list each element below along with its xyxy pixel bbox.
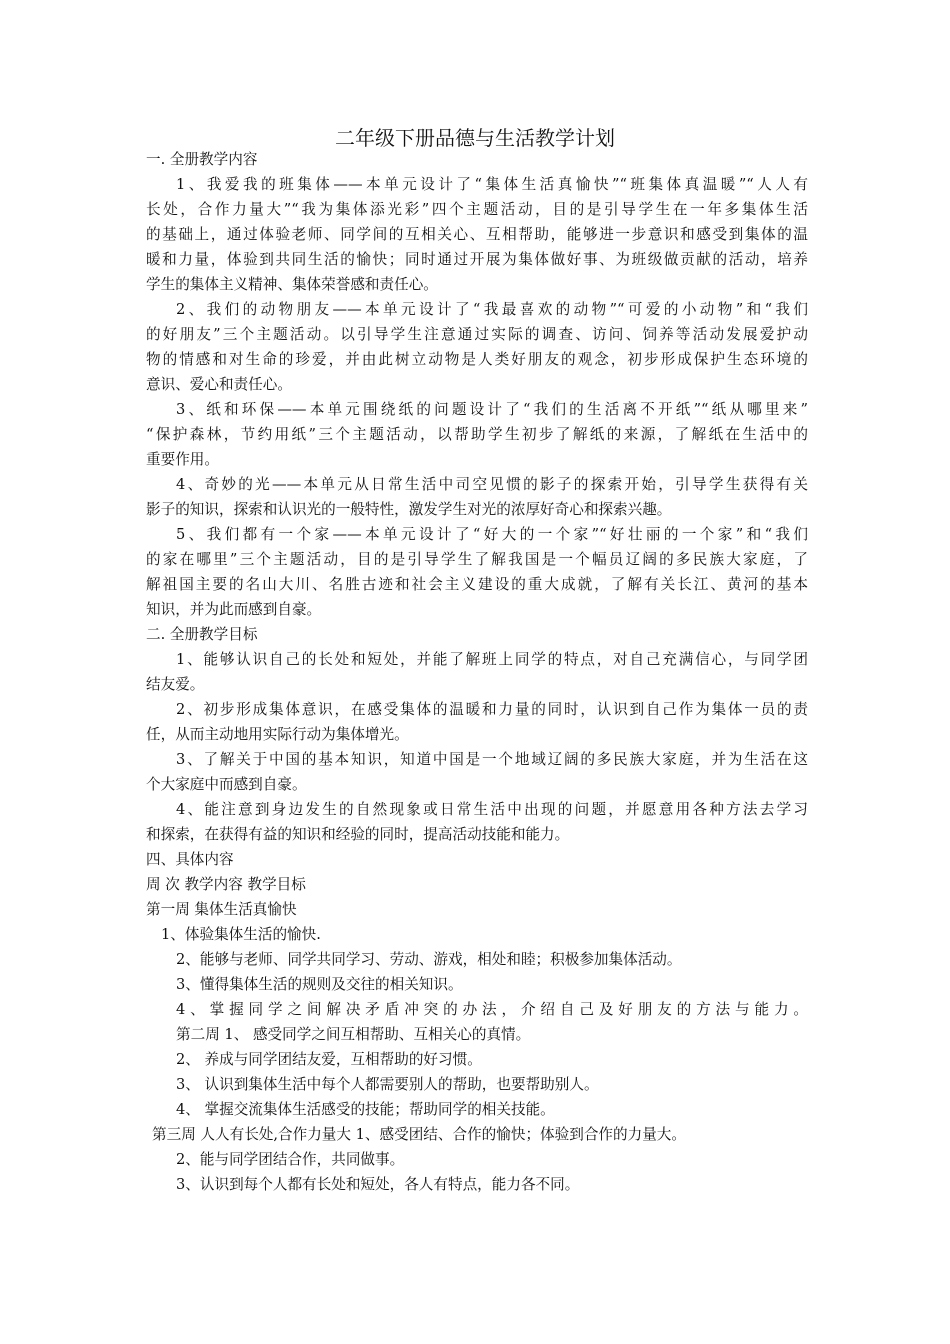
paragraph-line: 4、能注意到身边发生的自然现象或日常生活中出现的问题，并愿意用各种方法去学习 — [176, 801, 808, 818]
paragraph-line: 结友爱。 — [146, 676, 205, 693]
paragraph-line: 暖和力量，体验到共同生活的愉快；同时通过开展为集体做好事、为班级做贡献的活动，培养 — [146, 251, 808, 268]
paragraph-line: 解祖国主要的名山大川、名胜古迹和社会主义建设的重大成就，了解有关长江、黄河的基本 — [146, 576, 808, 593]
goal-line: 1、体验集体生活的愉快. — [161, 926, 321, 943]
paragraph-line: 影子的知识，探索和认识光的一般特性，激发学生对光的浓厚好奇心和探索兴趣。 — [146, 501, 672, 518]
goal-line: 2、能与同学团结合作，共同做事。 — [176, 1151, 405, 1168]
table-header-line: 周 次 教学内容 教学目标 — [146, 876, 306, 893]
goal-line: 2、能够与老师、同学共同学习、劳动、游戏，相处和睦；积极参加集体活动。 — [176, 951, 682, 968]
paragraph-line: 学生的集体主义精神、集体荣誉感和责任心。 — [146, 276, 438, 293]
goal-line: 3、懂得集体生活的规则及交往的相关知识。 — [176, 976, 463, 993]
week-line: 第一周 集体生活真愉快 — [146, 901, 297, 918]
section-heading: 二. 全册教学目标 — [146, 626, 258, 643]
paragraph-line: 3、了解关于中国的基本知识，知道中国是一个地域辽阔的多民族大家庭，并为生活在这 — [176, 751, 808, 768]
paragraph-line: 意识、爱心和责任心。 — [146, 376, 292, 393]
paragraph-line: 物的情感和对生命的珍爱，并由此树立动物是人类好朋友的观念，初步形成保护生态环境的 — [146, 351, 808, 368]
paragraph-line: 知识，并为此而感到自豪。 — [146, 601, 322, 618]
goal-line: 4、 掌握交流集体生活感受的技能；帮助同学的相关技能。 — [176, 1101, 555, 1118]
paragraph-line: 2、初步形成集体意识，在感受集体的温暖和力量的同时，认识到自己作为集体一员的责 — [176, 701, 808, 718]
section-heading: 一. 全册教学内容 — [146, 151, 258, 168]
week-line: 第三周 人人有长处,合作力量大 1、感受团结、合作的愉快；体验到合作的力量大。 — [152, 1126, 686, 1143]
paragraph-line: 1、能够认识自己的长处和短处，并能了解班上同学的特点，对自己充满信心，与同学团 — [176, 651, 808, 668]
goal-line: 4、掌握同学之间解决矛盾冲突的办法，介绍自己及好朋友的方法与能力。 — [176, 1001, 808, 1018]
paragraph-line: 个大家庭中而感到自豪。 — [146, 776, 307, 793]
paragraph-line: 和探索，在获得有益的知识和经验的同时，提高活动技能和能力。 — [146, 826, 570, 843]
paragraph-line: 长处，合作力量大”“我为集体添光彩”四个主题活动，目的是引导学生在一年多集体生活 — [146, 201, 808, 218]
paragraph-line: 任，从而主动地用实际行动为集体增光。 — [146, 726, 409, 743]
paragraph-line: 的好朋友”三个主题活动。以引导学生注意通过实际的调查、访问、饲养等活动发展爱护动 — [146, 326, 808, 343]
goal-line: 2、 养成与同学团结友爱，互相帮助的好习惯。 — [176, 1051, 482, 1068]
document-title: 二年级下册品德与生活教学计划 — [335, 126, 615, 150]
paragraph-line: 的家在哪里”三个主题活动，目的是引导学生了解我国是一个幅员辽阔的多民族大家庭，了 — [146, 551, 808, 568]
goal-line: 3、认识到每个人都有长处和短处，各人有特点，能力各不同。 — [176, 1176, 580, 1193]
paragraph-line: 的基础上，通过体验老师、同学间的互相关心、互相帮助，能够进一步意识和感受到集体的温 — [146, 226, 808, 243]
paragraph-line: 重要作用。 — [146, 451, 219, 468]
paragraph-line: “保护森林，节约用纸”三个主题活动，以帮助学生初步了解纸的来源，了解纸在生活中的 — [146, 426, 808, 443]
section-heading: 四、具体内容 — [146, 851, 234, 868]
paragraph-line: 4、奇妙的光——本单元从日常生活中司空见惯的影子的探索开始，引导学生获得有关 — [176, 476, 808, 493]
week-line: 第二周 1、 感受同学之间互相帮助、互相关心的真情。 — [176, 1026, 531, 1043]
paragraph-line: 1、我爱我的班集体——本单元设计了“集体生活真愉快”“班集体真温暖”“人人有 — [176, 176, 808, 193]
paragraph-line: 5、我们都有一个家——本单元设计了“好大的一个家”“好壮丽的一个家”和“我们 — [176, 526, 808, 543]
goal-line: 3、 认识到集体生活中每个人都需要别人的帮助，也要帮助别人。 — [176, 1076, 599, 1093]
paragraph-line: 3、纸和环保——本单元围绕纸的问题设计了“我们的生活离不开纸”“纸从哪里来” — [176, 401, 808, 418]
paragraph-line: 2、我们的动物朋友——本单元设计了“我最喜欢的动物”“可爱的小动物”和“我们 — [176, 301, 808, 318]
